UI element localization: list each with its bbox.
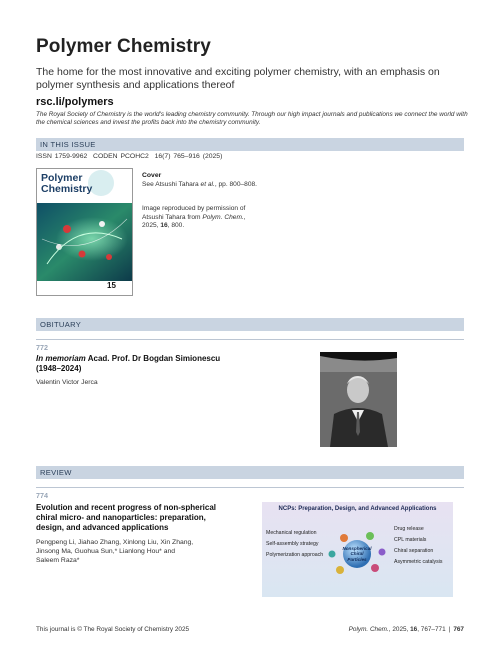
review-authors-line3: Saleem Raza* (36, 557, 80, 564)
graphic-left-3: Polymerization approach (266, 552, 324, 558)
rsc-blurb (36, 111, 476, 128)
obituary-title[interactable] (36, 354, 220, 374)
obituary-title-line2: (1948–2024) (36, 364, 82, 373)
credit-text-2: , 2025, (142, 213, 246, 230)
portrait-photo (320, 352, 397, 447)
cover-logo-number: 15 (107, 281, 116, 290)
obituary-authors: Valentin Victor Jerca (36, 379, 98, 386)
footer-citation (349, 626, 464, 633)
obituary-title-line1 (36, 354, 220, 364)
cover-reference (142, 181, 262, 190)
graphic-right-2: CPL materials (394, 537, 427, 543)
section-bar-obituary: OBITUARY (36, 318, 464, 331)
cover-etal: et al. (200, 181, 215, 188)
graphic-left-2: Self-assembly strategy (266, 541, 319, 547)
coden: CODEN PCOHC2 (93, 153, 149, 160)
issn: ISSN 1759-9962 (36, 153, 88, 160)
graphic-center-2: Chiral (350, 551, 364, 557)
footer-page-number: 767 (453, 626, 464, 633)
review-title-line2: chiral micro- and nanoparticles: preparation, (36, 513, 206, 522)
graphic-center-3: Particles (347, 556, 367, 562)
footer-pages: , 767–771 (417, 626, 446, 633)
divider (36, 339, 464, 340)
cover-title-line2: Chemistry (41, 183, 93, 195)
section-bar-in-this-issue: IN THIS ISSUE (36, 138, 464, 151)
review-title-line3: design, and advanced applications (36, 523, 169, 532)
review-title[interactable] (36, 503, 216, 533)
review-graphical-abstract (262, 502, 453, 597)
cover-see: See Atsushi Tahara (142, 181, 201, 188)
cover-pages: , pp. 800–808. (214, 181, 257, 188)
footer-copyright: This journal is © The Royal Society of Chemistry 2025 (36, 626, 190, 633)
graphic-title: NCPs: Preparation, Design, and Advanced Applications (278, 506, 437, 512)
cover-title (41, 173, 92, 195)
issue-metadata (36, 153, 222, 160)
obituary-title-rest: Acad. Prof. Dr Bogdan Simionescu (85, 354, 221, 363)
credit-text-1: Image reproduced by permission of Atsushi Tahara from (142, 205, 246, 221)
credit-journal: Polym. Chem. (202, 213, 244, 221)
obituary-page-number: 772 (36, 343, 48, 352)
graphic-left-labels (266, 528, 323, 561)
graphic-right-1: Drug release (394, 526, 424, 532)
footer-separator: | (448, 626, 451, 633)
cover-label: Cover (142, 172, 162, 179)
cover-title-line1: Polymer (41, 172, 83, 184)
rsc-name: The Royal Society of Chemistry (36, 111, 126, 118)
journal-url[interactable]: rsc.li/polymers (36, 96, 114, 108)
review-authors-line2: Jinsong Ma, Guohua Sun,* Lianlong Hou* and (36, 548, 176, 555)
journal-title: Polymer Chemistry (36, 36, 211, 57)
credit-volume: 16 (160, 222, 168, 230)
cover-image (36, 168, 133, 296)
journal-tagline: The home for the most innovative and exciting polymer chemistry, with an emphasis on polymer synthesis and applications thereof (36, 66, 440, 91)
graphic-center-label (337, 546, 377, 562)
graphic-left-1: Mechanical regulation (266, 530, 317, 536)
graphic-center-1: Nonspherical (342, 546, 372, 551)
graphic-right-labels (394, 524, 442, 568)
volume-pages: 16(7) 765–916 (2025) (154, 153, 223, 160)
review-authors-line1: Pengpeng Li, Jiahao Zhang, Xinlong Liu, Xin Zhang, (36, 539, 194, 546)
footer-year: , 2025, (388, 626, 411, 633)
graphic-right-4: Asymmetric catalysis (394, 559, 443, 565)
rsc-blurb-text: is the world's leading chemistry community. Through our high impact journals and publications we connect the world with the chemical sciences and invest the profits back into the chemistry community. (36, 111, 468, 127)
footer-volume: 16 (410, 626, 418, 633)
cover-credit (142, 205, 262, 231)
obituary-portrait (320, 352, 397, 447)
divider (36, 487, 464, 488)
review-authors (36, 538, 193, 565)
credit-text-3: , 800. (167, 222, 185, 230)
footer-journal: Polym. Chem. (348, 626, 389, 633)
obituary-title-italic: In memoriam (36, 354, 86, 363)
review-page-number: 774 (36, 491, 48, 500)
section-bar-review: REVIEW (36, 466, 464, 479)
graphic-right-3: Chiral separation (394, 548, 434, 554)
review-title-line1: Evolution and recent progress of non-spherical (36, 503, 217, 512)
